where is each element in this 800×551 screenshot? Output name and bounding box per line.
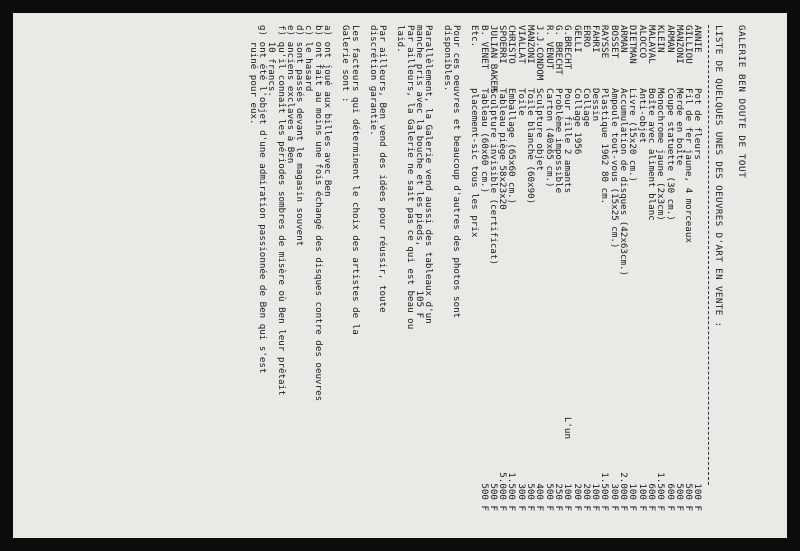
- artwork-entry: [544, 25, 553, 525]
- artist-name: Etc.: [469, 25, 481, 48]
- artwork-entry: [628, 25, 637, 525]
- artwork-price: 100 F: [562, 483, 574, 511]
- artwork-entry: [498, 25, 507, 525]
- artwork-note: L'un: [562, 416, 574, 439]
- artist-name: BOSSET: [608, 25, 620, 59]
- text-line: b) ont fait au moins une fois échangé des disques contre des oeuvres: [312, 25, 324, 402]
- text-line: laid.: [395, 25, 407, 53]
- body-text: [248, 25, 470, 525]
- artwork-title: Emballage (65x60 cm.): [506, 88, 518, 205]
- artwork-price: 300 F: [515, 483, 527, 511]
- artwork-price: 600 F: [645, 483, 657, 511]
- artist-name: ARMAN: [664, 25, 676, 53]
- artwork-entry: [591, 25, 600, 525]
- document-page: [247, 25, 750, 525]
- artwork-price: 500 F: [543, 483, 555, 511]
- artwork-price: 500 F: [525, 483, 537, 511]
- artwork-entry: [637, 25, 646, 525]
- artwork-entry: [554, 25, 563, 525]
- artwork-title: Plastique 1962 80 cm.: [599, 88, 611, 205]
- artwork-price: 5.000 F: [497, 472, 509, 511]
- artwork-price: 250 F: [552, 483, 564, 511]
- artwork-title: Toile: [515, 88, 527, 116]
- artist-name: ANNIE: [692, 25, 704, 53]
- list-heading: LISTE DE QUELQUES UNES DES OEUVRES D'ART EN VENTE :: [712, 25, 724, 328]
- artwork-price: 300 F: [608, 483, 620, 511]
- artwork-title: Accumulation de disques (42x63cm.): [618, 88, 630, 277]
- artwork-title: placement-sic tous les prix: [469, 88, 481, 238]
- artist-name: G. BRECHT: [552, 25, 564, 75]
- artist-name: ALOCCO: [636, 25, 648, 59]
- artist-name: ARMAN: [618, 25, 630, 53]
- artist-name: KLEIN: [655, 25, 667, 53]
- artwork-title: Sculpture objet: [534, 88, 546, 171]
- artwork-price: 100 F: [627, 483, 639, 511]
- text-line: ruiné pour eux.: [247, 25, 259, 125]
- artist-name: B. VENET: [478, 25, 490, 70]
- artwork-price: 500 F: [478, 483, 490, 511]
- artwork-entry: [535, 25, 544, 525]
- artwork-title: Boîte avec aliment blanc: [645, 88, 657, 221]
- artwork-price: 200 F: [571, 483, 583, 511]
- artwork-title: Pot de fleurs: [692, 88, 704, 160]
- heading-rule: [708, 25, 709, 485]
- artwork-price: 600 F: [664, 483, 676, 511]
- artwork-entry: [507, 25, 516, 525]
- artist-name: G.BRECHT: [562, 25, 574, 70]
- artwork-entry: [619, 25, 628, 525]
- artwork-entry: [665, 25, 674, 525]
- artwork-title: Collage: [580, 88, 592, 127]
- artwork-entry: [582, 25, 591, 525]
- artwork-title: Fil de fer jaune, 4 morceaux: [683, 88, 695, 243]
- artwork-title: Merde en boîte: [673, 88, 685, 166]
- artist-name: CHRISTO: [506, 25, 518, 64]
- text-line: Les facteurs qui déterminent le choix des artistes de la: [349, 25, 361, 335]
- document-title: GALERIE BEN DOUTE DE TOUT: [736, 25, 747, 179]
- text-line: Par ailleurs, Ben vend des idées pour réussir, toute: [377, 25, 389, 313]
- artwork-price: 2.000 F: [618, 472, 630, 511]
- artwork-price: 100 F: [590, 483, 602, 511]
- paragraph-gap: [433, 25, 442, 525]
- artwork-entry: [684, 25, 693, 525]
- artwork-entry: [572, 25, 581, 525]
- artwork-price: [470, 449, 479, 525]
- paragraph-gap: [387, 25, 396, 525]
- artwork-entry: [479, 25, 488, 525]
- artwork-title: Livre (15x20 cm.): [627, 88, 639, 183]
- text-line: g) ont été l'objet d'une admiration passionnée de Ben qui s'est: [256, 25, 268, 374]
- text-line: Par ailleurs, la Galerie ne sait pas ce qui est beau ou: [404, 25, 416, 330]
- text-line: 10 francs.: [266, 25, 278, 97]
- artwork-entry: [609, 25, 618, 525]
- artwork-title: Dessin: [590, 88, 602, 122]
- artist-name: SPOERRI: [497, 25, 509, 64]
- artwork-price: 200 F: [580, 483, 592, 511]
- artwork-price: 1.500 F: [506, 472, 518, 511]
- artist-name: MANZONI: [673, 25, 685, 64]
- artwork-title: Sculpture invisible (certificat): [487, 88, 499, 266]
- artwork-price: 100 F: [636, 483, 648, 511]
- artwork-entry: [647, 25, 656, 525]
- artwork-price: 500 F: [683, 483, 695, 511]
- artwork-title: Coupe statuette (30 cm.): [664, 88, 676, 221]
- artist-name: VIALLAT: [515, 25, 527, 64]
- artist-name: MANZONI: [525, 25, 537, 64]
- text-line: Galerie sont :: [340, 25, 352, 103]
- artwork-entry: [470, 25, 479, 525]
- artwork-price: 500 F: [673, 483, 685, 511]
- artist-name: JULIAN BAKER: [487, 25, 499, 92]
- artist-name: MALAVAL: [645, 25, 657, 64]
- artwork-price: 100 F: [692, 483, 704, 511]
- text-line: manche pris avec la bouche et les pieds, 105 F: [414, 25, 426, 319]
- artwork-price: 1.500 F: [655, 472, 667, 511]
- artwork-title: Tableau (60x60 cm.): [478, 88, 490, 194]
- text-line: disponibles.: [441, 25, 453, 92]
- text-line: e) anciens exclaves à Ben: [284, 25, 296, 164]
- text-line: Parallèlement, la Galerie vend aussi des tableaux d'un: [423, 25, 435, 324]
- text-line: f) qu'il connaît les périodes sombres de misère où Ben leur prêtait: [275, 25, 287, 396]
- artwork-title: Anti-objet: [636, 88, 648, 144]
- artwork-entry: [489, 25, 498, 525]
- artwork-entry: [600, 25, 609, 525]
- artist-name: FAHRI: [590, 25, 602, 53]
- artist-name: GILLIOU: [683, 25, 695, 64]
- artwork-entry: [693, 25, 702, 525]
- artwork-title: Problème impossible: [552, 88, 564, 194]
- artwork-title: Collage 1956: [571, 88, 583, 155]
- artist-name: ERRO: [580, 25, 592, 48]
- artwork-entry: [656, 25, 665, 525]
- artwork-title: Carton (40x65 cm.): [543, 88, 555, 188]
- artwork-entry: [563, 25, 572, 525]
- text-line: Pour ces oeuvres et beaucoup d'autres des photos sont: [450, 25, 462, 319]
- artwork-title: Ampoule tout-vous (15x25 cm.): [608, 88, 620, 249]
- artwork-entry: [526, 25, 535, 525]
- artwork-title: Monochrome jaune (2x3cm): [655, 88, 667, 221]
- artwork-title: Toile blanche (60x90): [525, 88, 537, 205]
- artwork-list: [470, 25, 702, 525]
- artist-name: GELLI: [571, 25, 583, 53]
- artist-name: J.J.CONDOM: [534, 25, 546, 81]
- text-line: a) ont joué aux billes avec Ben: [322, 25, 334, 197]
- text-line: discrétion garantie.: [367, 25, 379, 136]
- artwork-entry: [516, 25, 525, 525]
- text-line: c) le hasard: [303, 25, 315, 92]
- document-sheet: [13, 13, 787, 538]
- artwork-price: 400 F: [534, 483, 546, 511]
- artwork-price: 1.500 F: [599, 472, 611, 511]
- artist-name: RAYSSE: [599, 25, 611, 59]
- artwork-price: 500 F: [487, 483, 499, 511]
- artwork-title: Pour fille 2 amants: [562, 88, 574, 194]
- artist-name: R. VENUT: [543, 25, 555, 70]
- artwork-title: Tableau piège 58x23x20: [497, 88, 509, 210]
- artist-name: DIETMAN: [627, 25, 639, 64]
- artwork-entry: [675, 25, 684, 525]
- text-line: d) sont passés devant le magasin souvent: [294, 25, 306, 247]
